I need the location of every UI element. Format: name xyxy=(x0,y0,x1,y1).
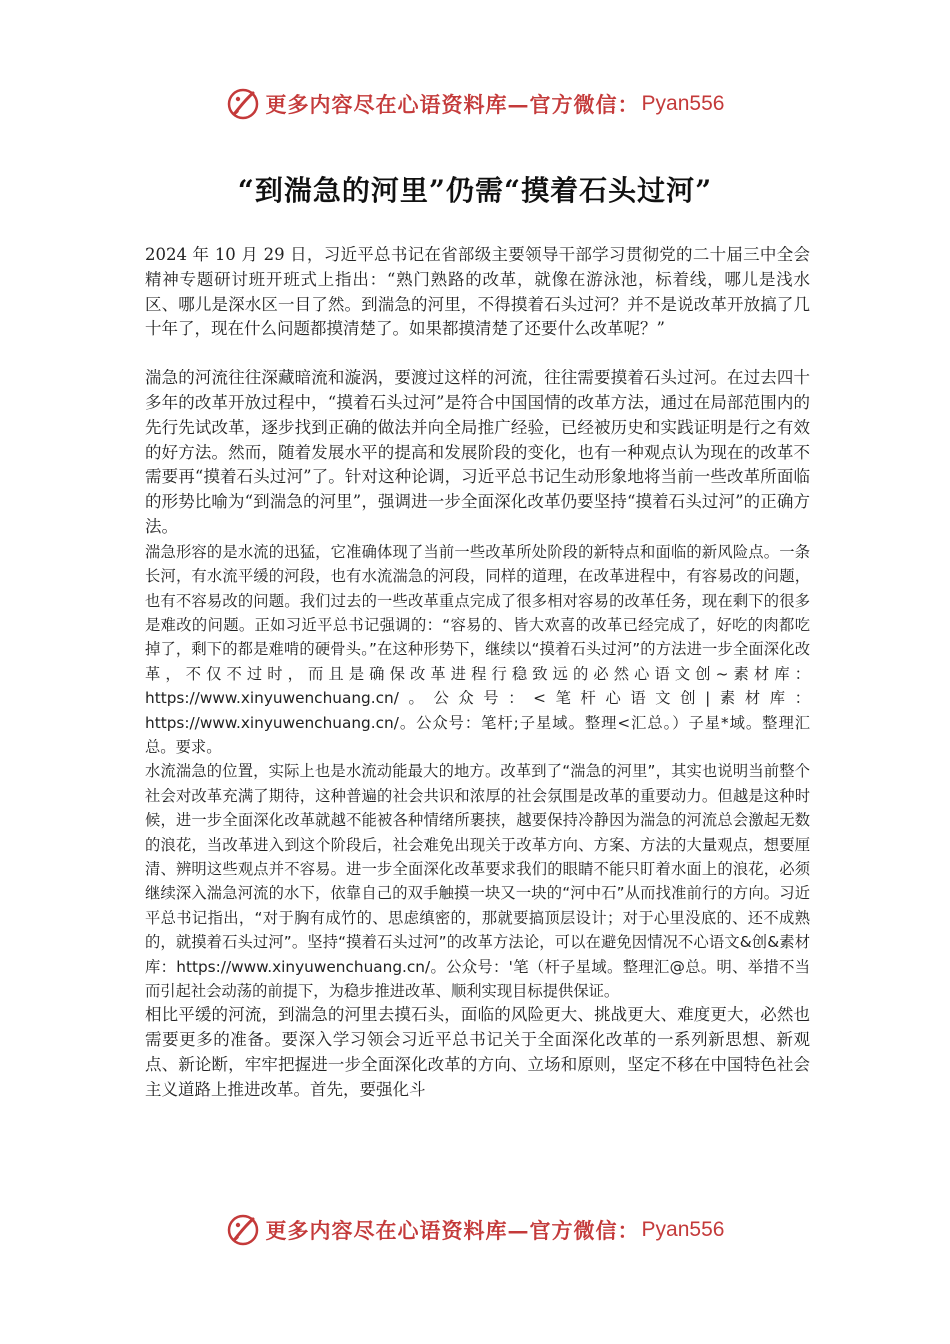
paragraph-4: 水流湍急的位置，实际上也是水流动能最大的地方。改革到了“湍急的河里”，其实也说明当前整个社会对改革充满了期待，这种普遍的社会共识和浓厚的社会氛围是改革的重要动力。但越是这种时候，进一步全面深化改革就越不能被各种情绪所裹挟，越要保持冷静因为湍急的河流总会激起无数的浪花，当改革进入到这个阶段后，社会难免出现关于改革方向、方案、方法的大量观点，想要厘清、辨明这些观点并不容易。进一步全面深化改革要求我们的眼睛不能只盯着水面上的浪花，必须继续深入湍急河流的水下，依靠自己的双手触摸一块又一块的“河中石”从而找准前行的方向。习近平总书记指出，“对于胸有成竹的、思虑缜密的，那就要搞顶层设计；对于心里没底的、还不成熟的，就摸着石头过河”。坚持“摸着石头过河”的改革方法论，可以在避免因情况不心语文&创&素材库：https://www.xinyuwenchuang.cn/。公众号：'笔（杆子星域。整理汇@总。明、举措不当而引起社会动荡的前提下，为稳步推进改革、顺利实现目标提供保证。 xyxy=(145,762,810,1001)
footer-watermark-banner xyxy=(0,1210,950,1250)
banner-handle: Pyan556 xyxy=(641,1218,725,1241)
banner-handle: Pyan556 xyxy=(641,92,725,115)
paragraph-gap xyxy=(145,342,810,366)
paragraph-2: 湍急的河流往往深藏暗流和漩涡，要渡过这样的河流，往往需要摸着石头过河。在过去四十多年的改革开放过程中，“摸着石头过河”是符合中国国情的改革方法，通过在局部范围内的先行先试改革，逐步找到正确的做法并向全局推广经验，已经被历史和实践证明是行之有效的好方法。然而，随着发展水平的提高和发展阶段的变化，也有一种观点认为现在的改革不需要再“摸着石头过河”了。针对这种论调，习近平总书记生动形象地将当前一些改革所面临的形势比喻为“到湍急的河里”，强调进一步全面深化改革仍要坚持“摸着石头过河”的正确方法。 xyxy=(145,368,810,536)
paragraph-3: 湍急形容的是水流的迅猛，它准确体现了当前一些改革所处阶段的新特点和面临的新风险点。一条长河，有水流平缓的河段，也有水流湍急的河段，同样的道理，在改革进程中，有容易改的问题，也有不容易改的问题。我们过去的一些改革重点完成了很多相对容易的改革任务，现在剩下的很多是难改的问题。正如习近平总书记强调的：“容易的、皆大欢喜的改革已经完成了，好吃的肉都吃掉了，剩下的都是难啃的硬骨头。”在这种形势下，继续以“摸着石头过河”的方法进一步全面深化改革，不仅不过时，而且是确保改革进程行稳致远的必然心语文创~素材库：https://www.xinyuwenchuang.cn/。公众号：<笔杆心语文创|素材库：https://www.xinyuwenchuang.cn/。公众号：笔杆;子星域。整理<汇总。）子星*域。整理汇总。要求。 xyxy=(145,542,810,757)
header-watermark-banner xyxy=(0,84,950,124)
paragraph-5: 相比平缓的河流，到湍急的河里去摸石头，面临的风险更大、挑战更大、难度更大，必然也需要更多的准备。要深入学习领会习近平总书记关于全面深化改革的一系列新思想、新观点、新论断，牢牢把握进一步全面深化改革的方向、立场和原则，坚定不移在中国特色社会主义道路上推进改革。首先，要强化斗 xyxy=(145,1005,810,1099)
brush-logo-icon xyxy=(226,87,260,121)
banner-text: 更多内容尽在心语资料库—官方微信： xyxy=(265,92,640,117)
paragraph-1: 2024 年 10 月 29 日，习近平总书记在省部级主要领导干部学习贯彻党的二十届三中全会精神专题研讨班开班式上指出：“熟门熟路的改革，就像在游泳池，标着线，哪儿是浅水区、哪儿是深水区一目了然。到湍急的河里，不得摸着石头过河？并不是说改革开放搞了几十年了，现在什么问题都摸清楚了。如果都摸清楚了还要什么改革呢？” xyxy=(145,245,810,339)
brush-logo-icon xyxy=(226,1213,260,1247)
article-body xyxy=(145,243,810,1103)
article-title: “到湍急的河里”仍需“摸着石头过河” xyxy=(237,173,713,207)
banner-text: 更多内容尽在心语资料库—官方微信： xyxy=(265,1218,640,1243)
